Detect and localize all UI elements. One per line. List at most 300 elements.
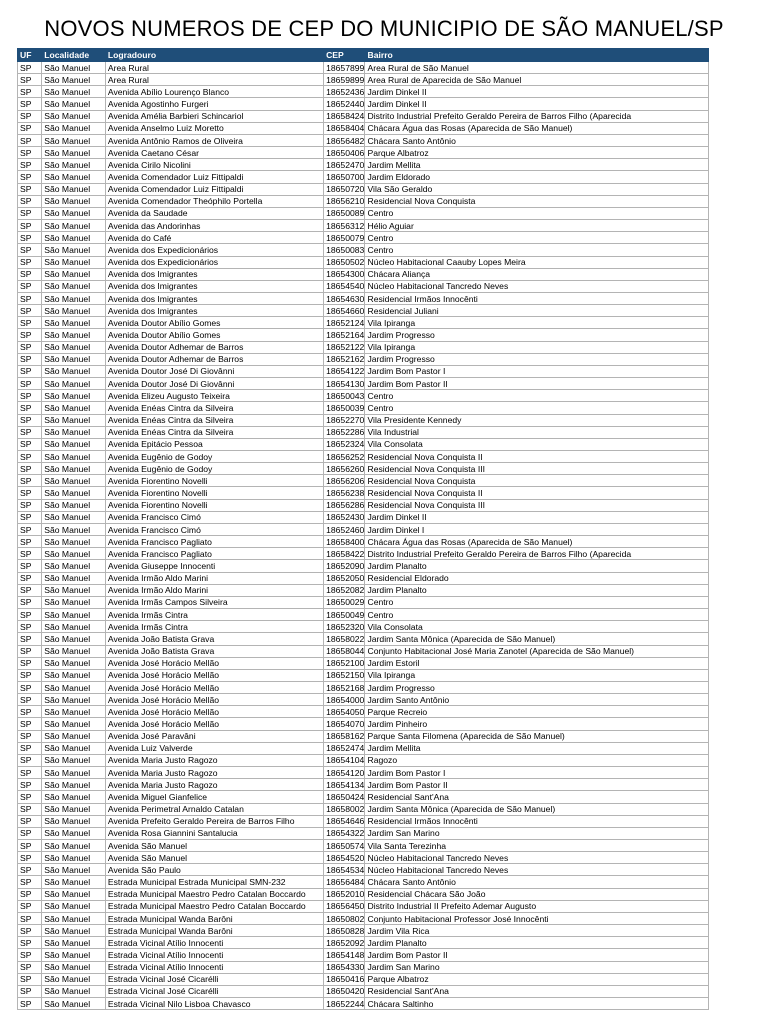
cell-logradouro: Avenida Antônio Ramos de Oliveira [105, 134, 323, 146]
cell-cep: 18656286 [324, 499, 365, 511]
column-header-uf: UF [18, 49, 42, 62]
cell-localidade: São Manuel [42, 791, 106, 803]
cell-localidade: São Manuel [42, 98, 106, 110]
cell-bairro: Residencial Irmãos Innocênti [365, 815, 709, 827]
cell-cep: 18658022 [324, 633, 365, 645]
cell-uf: SP [18, 536, 42, 548]
cell-cep: 18650406 [324, 147, 365, 159]
table-body [18, 62, 709, 1010]
cell-uf: SP [18, 292, 42, 304]
cell-cep: 18654520 [324, 852, 365, 864]
table-row [18, 852, 709, 864]
cell-uf: SP [18, 985, 42, 997]
cell-logradouro: Area Rural [105, 62, 323, 74]
cell-bairro: Distrito Industrial Prefeito Geraldo Pereira de Barros Filho (Aparecida [365, 548, 709, 560]
table-row [18, 499, 709, 511]
table-row [18, 378, 709, 390]
table-row [18, 171, 709, 183]
cell-localidade: São Manuel [42, 62, 106, 74]
cell-logradouro: Avenida dos Imigrantes [105, 292, 323, 304]
cell-cep: 18654300 [324, 268, 365, 280]
cell-logradouro: Avenida Perimetral Arnaldo Catalan [105, 803, 323, 815]
cell-bairro: Vila Ipiranga [365, 669, 709, 681]
cell-localidade: São Manuel [42, 536, 106, 548]
table-row [18, 463, 709, 475]
cell-bairro: Jardim Dinkel II [365, 511, 709, 523]
table-row [18, 669, 709, 681]
cell-uf: SP [18, 244, 42, 256]
cell-bairro: Chácara Santo Antônio [365, 876, 709, 888]
cell-bairro: Jardim Mellita [365, 742, 709, 754]
cell-localidade: São Manuel [42, 292, 106, 304]
cell-cep: 18656238 [324, 487, 365, 499]
cell-bairro: Residencial Nova Conquista [365, 195, 709, 207]
cell-localidade: São Manuel [42, 548, 106, 560]
cell-uf: SP [18, 280, 42, 292]
cell-uf: SP [18, 499, 42, 511]
table-row [18, 961, 709, 973]
table-row [18, 86, 709, 98]
cell-bairro: Vila Industrial [365, 426, 709, 438]
cell-logradouro: Avenida Eugênio de Godoy [105, 451, 323, 463]
table-row [18, 900, 709, 912]
cell-bairro: Chácara Santo Antônio [365, 134, 709, 146]
cell-localidade: São Manuel [42, 779, 106, 791]
cell-logradouro: Avenida Comendador Theóphilo Portella [105, 195, 323, 207]
cell-cep: 18654646 [324, 815, 365, 827]
table-row [18, 353, 709, 365]
cell-logradouro: Estrada Municipal Wanda Barôni [105, 925, 323, 937]
cell-uf: SP [18, 767, 42, 779]
table-row [18, 609, 709, 621]
cell-uf: SP [18, 681, 42, 693]
cell-uf: SP [18, 949, 42, 961]
cell-localidade: São Manuel [42, 803, 106, 815]
cell-uf: SP [18, 609, 42, 621]
cell-localidade: São Manuel [42, 925, 106, 937]
table-row [18, 742, 709, 754]
cell-uf: SP [18, 475, 42, 487]
cell-uf: SP [18, 815, 42, 827]
cell-bairro: Jardim Santa Mônica (Aparecida de São Manuel) [365, 803, 709, 815]
cell-bairro: Ragozo [365, 754, 709, 766]
cell-cep: 18656450 [324, 900, 365, 912]
cell-logradouro: Avenida Doutor Adhemar de Barros [105, 353, 323, 365]
cell-cep: 18654104 [324, 754, 365, 766]
table-row [18, 560, 709, 572]
cell-uf: SP [18, 876, 42, 888]
cell-logradouro: Avenida João Batista Grava [105, 645, 323, 657]
cell-localidade: São Manuel [42, 256, 106, 268]
cell-logradouro: Avenida Agostinho Furgeri [105, 98, 323, 110]
table-row [18, 803, 709, 815]
cell-bairro: Chácara Água das Rosas (Aparecida de São Manuel) [365, 122, 709, 134]
table-row [18, 718, 709, 730]
cell-uf: SP [18, 852, 42, 864]
cell-logradouro: Avenida dos Expedicionários [105, 256, 323, 268]
cell-bairro: Parque Albatroz [365, 973, 709, 985]
cell-bairro: Parque Albatroz [365, 147, 709, 159]
cell-localidade: São Manuel [42, 718, 106, 730]
cell-bairro: Jardim Bom Pastor I [365, 365, 709, 377]
table-row [18, 730, 709, 742]
cell-cep: 18652320 [324, 621, 365, 633]
cell-bairro: Jardim Vila Rica [365, 925, 709, 937]
cell-uf: SP [18, 621, 42, 633]
cep-table [17, 48, 709, 1010]
cell-localidade: São Manuel [42, 244, 106, 256]
table-row [18, 122, 709, 134]
cell-bairro: Conjunto Habitacional José Maria Zanotel (Aparecida de São Manuel) [365, 645, 709, 657]
cell-localidade: São Manuel [42, 754, 106, 766]
cell-cep: 18658044 [324, 645, 365, 657]
cell-cep: 18654148 [324, 949, 365, 961]
cell-logradouro: Avenida Doutor Adhemar de Barros [105, 341, 323, 353]
cell-localidade: São Manuel [42, 499, 106, 511]
table-row [18, 195, 709, 207]
cell-bairro: Jardim Progresso [365, 681, 709, 693]
table-row [18, 329, 709, 341]
table-row [18, 341, 709, 353]
cell-logradouro: Avenida Maria Justo Ragozo [105, 767, 323, 779]
cell-localidade: São Manuel [42, 171, 106, 183]
cell-cep: 18650083 [324, 244, 365, 256]
cell-bairro: Vila Ipiranga [365, 341, 709, 353]
cell-bairro: Jardim Dinkel II [365, 86, 709, 98]
cell-bairro: Residencial Sant'Ana [365, 791, 709, 803]
cell-logradouro: Avenida Doutor José Di Giovânni [105, 365, 323, 377]
cell-cep: 18650700 [324, 171, 365, 183]
cell-uf: SP [18, 730, 42, 742]
cell-uf: SP [18, 353, 42, 365]
table-row [18, 657, 709, 669]
cell-bairro: Jardim Bom Pastor II [365, 949, 709, 961]
table-row [18, 390, 709, 402]
cell-cep: 18658424 [324, 110, 365, 122]
cell-cep: 18652010 [324, 888, 365, 900]
cell-bairro: Vila Santa Terezinha [365, 840, 709, 852]
table-row [18, 779, 709, 791]
table-row [18, 621, 709, 633]
cell-cep: 18650828 [324, 925, 365, 937]
cell-uf: SP [18, 912, 42, 924]
table-row [18, 840, 709, 852]
cell-uf: SP [18, 645, 42, 657]
cell-logradouro: Estrada Municipal Maestro Pedro Catalan Boccardo [105, 900, 323, 912]
cell-bairro: Vila Consolata [365, 621, 709, 633]
table-row [18, 98, 709, 110]
cell-localidade: São Manuel [42, 609, 106, 621]
table-row [18, 292, 709, 304]
cell-bairro: Vila Consolata [365, 438, 709, 450]
cell-uf: SP [18, 134, 42, 146]
cell-bairro: Distrito Industrial Prefeito Geraldo Pereira de Barros Filho (Aparecida [365, 110, 709, 122]
cell-uf: SP [18, 171, 42, 183]
cell-cep: 18652092 [324, 937, 365, 949]
table-row [18, 827, 709, 839]
cell-bairro: Jardim Bom Pastor II [365, 779, 709, 791]
cell-cep: 18652050 [324, 572, 365, 584]
cell-bairro: Conjunto Habitacional Professor José Innocênti [365, 912, 709, 924]
table-row [18, 244, 709, 256]
cell-bairro: Jardim Eldorado [365, 171, 709, 183]
cell-bairro: Jardim Planalto [365, 584, 709, 596]
cell-cep: 18658422 [324, 548, 365, 560]
table-row [18, 536, 709, 548]
cell-localidade: São Manuel [42, 475, 106, 487]
cell-bairro: Residencial Juliani [365, 305, 709, 317]
cell-uf: SP [18, 742, 42, 754]
cell-logradouro: Estrada Municipal Estrada Municipal SMN-232 [105, 876, 323, 888]
cell-logradouro: Avenida Cirilo Nicolini [105, 159, 323, 171]
cell-logradouro: Avenida da Saudade [105, 207, 323, 219]
cell-bairro: Hélio Aguiar [365, 220, 709, 232]
cell-uf: SP [18, 414, 42, 426]
cell-uf: SP [18, 718, 42, 730]
cell-bairro: Jardim San Marino [365, 961, 709, 973]
cell-logradouro: Avenida Epitácio Pessoa [105, 438, 323, 450]
cell-uf: SP [18, 584, 42, 596]
cell-uf: SP [18, 633, 42, 645]
cell-cep: 18658400 [324, 536, 365, 548]
cell-uf: SP [18, 110, 42, 122]
cell-cep: 18658404 [324, 122, 365, 134]
cell-logradouro: Avenida Comendador Luiz Fittipaldi [105, 171, 323, 183]
cell-bairro: Jardim Bom Pastor I [365, 767, 709, 779]
cell-logradouro: Avenida José Horácio Mellão [105, 657, 323, 669]
cell-bairro: Centro [365, 596, 709, 608]
cell-localidade: São Manuel [42, 840, 106, 852]
cell-uf: SP [18, 888, 42, 900]
cell-bairro: Residencial Nova Conquista III [365, 463, 709, 475]
cell-logradouro: Avenida Francisco Cimó [105, 511, 323, 523]
cell-localidade: São Manuel [42, 110, 106, 122]
cell-cep: 18654130 [324, 378, 365, 390]
table-row [18, 74, 709, 86]
cell-bairro: Centro [365, 244, 709, 256]
cell-cep: 18654120 [324, 767, 365, 779]
cell-uf: SP [18, 803, 42, 815]
cell-cep: 18652122 [324, 341, 365, 353]
cell-uf: SP [18, 98, 42, 110]
table-row [18, 402, 709, 414]
table-row [18, 925, 709, 937]
cell-logradouro: Avenida Eugênio de Godoy [105, 463, 323, 475]
cell-bairro: Centro [365, 609, 709, 621]
table-row [18, 147, 709, 159]
cell-logradouro: Avenida Enéas Cintra da Silveira [105, 402, 323, 414]
cell-logradouro: Avenida Luiz Valverde [105, 742, 323, 754]
cell-cep: 18652090 [324, 560, 365, 572]
cell-logradouro: Avenida Comendador Luiz Fittipaldi [105, 183, 323, 195]
cell-uf: SP [18, 438, 42, 450]
cell-bairro: Centro [365, 390, 709, 402]
table-row [18, 985, 709, 997]
cell-localidade: São Manuel [42, 949, 106, 961]
cell-uf: SP [18, 122, 42, 134]
cell-localidade: São Manuel [42, 378, 106, 390]
cell-localidade: São Manuel [42, 511, 106, 523]
cell-cep: 18650043 [324, 390, 365, 402]
cell-cep: 18652150 [324, 669, 365, 681]
cell-bairro: Núcleo Habitacional Tancredo Neves [365, 864, 709, 876]
cell-logradouro: Avenida Rosa Giannini Santalucia [105, 827, 323, 839]
cell-logradouro: Avenida Doutor Abílio Gomes [105, 317, 323, 329]
cell-localidade: São Manuel [42, 973, 106, 985]
cell-bairro: Residencial Irmãos Innocênti [365, 292, 709, 304]
cell-bairro: Jardim Planalto [365, 560, 709, 572]
cell-localidade: São Manuel [42, 147, 106, 159]
cell-logradouro: Avenida José Horácio Mellão [105, 669, 323, 681]
cell-localidade: São Manuel [42, 159, 106, 171]
cell-bairro: Area Rural de São Manuel [365, 62, 709, 74]
cell-localidade: São Manuel [42, 329, 106, 341]
cell-cep: 18650502 [324, 256, 365, 268]
cell-cep: 18654000 [324, 694, 365, 706]
cell-bairro: Jardim Estoril [365, 657, 709, 669]
cell-logradouro: Avenida dos Expedicionários [105, 244, 323, 256]
cell-localidade: São Manuel [42, 426, 106, 438]
cell-bairro: Chácara Água das Rosas (Aparecida de São Manuel) [365, 536, 709, 548]
cell-cep: 18654050 [324, 706, 365, 718]
cell-logradouro: Avenida José Paravâni [105, 730, 323, 742]
cell-logradouro: Avenida dos Imigrantes [105, 268, 323, 280]
cell-localidade: São Manuel [42, 390, 106, 402]
cell-bairro: Parque Santa Filomena (Aparecida de São Manuel) [365, 730, 709, 742]
cell-logradouro: Avenida Francisco Pagliato [105, 536, 323, 548]
cell-logradouro: Avenida Anselmo Luiz Moretto [105, 122, 323, 134]
table-row [18, 949, 709, 961]
cell-cep: 18652460 [324, 523, 365, 535]
table-row [18, 876, 709, 888]
cell-logradouro: Avenida dos Imigrantes [105, 305, 323, 317]
cell-uf: SP [18, 487, 42, 499]
cell-cep: 18650089 [324, 207, 365, 219]
column-header-bairro: Bairro [365, 49, 709, 62]
cell-logradouro: Avenida José Horácio Mellão [105, 706, 323, 718]
cell-uf: SP [18, 961, 42, 973]
cell-uf: SP [18, 390, 42, 402]
cell-cep: 18654330 [324, 961, 365, 973]
cell-localidade: São Manuel [42, 730, 106, 742]
cell-bairro: Jardim Pinheiro [365, 718, 709, 730]
cell-cep: 18659899 [324, 74, 365, 86]
cell-logradouro: Avenida Enéas Cintra da Silveira [105, 414, 323, 426]
cell-bairro: Jardim Progresso [365, 329, 709, 341]
cell-uf: SP [18, 791, 42, 803]
cell-uf: SP [18, 572, 42, 584]
table-row [18, 694, 709, 706]
cell-uf: SP [18, 220, 42, 232]
cell-bairro: Residencial Eldorado [365, 572, 709, 584]
cell-cep: 18650416 [324, 973, 365, 985]
cell-cep: 18654134 [324, 779, 365, 791]
table-row [18, 523, 709, 535]
cell-logradouro: Estrada Vicinal Atílio Innocenti [105, 961, 323, 973]
cell-bairro: Jardim Progresso [365, 353, 709, 365]
cell-cep: 18650049 [324, 609, 365, 621]
cell-logradouro: Avenida José Horácio Mellão [105, 718, 323, 730]
table-row [18, 815, 709, 827]
cell-localidade: São Manuel [42, 669, 106, 681]
table-row [18, 426, 709, 438]
table-row [18, 365, 709, 377]
cell-logradouro: Avenida São Paulo [105, 864, 323, 876]
cell-uf: SP [18, 900, 42, 912]
cell-localidade: São Manuel [42, 961, 106, 973]
cell-cep: 18652244 [324, 998, 365, 1010]
cell-localidade: São Manuel [42, 985, 106, 997]
table-row [18, 584, 709, 596]
cell-logradouro: Avenida dos Imigrantes [105, 280, 323, 292]
cell-localidade: São Manuel [42, 220, 106, 232]
table-row [18, 487, 709, 499]
cell-cep: 18652164 [324, 329, 365, 341]
cell-localidade: São Manuel [42, 633, 106, 645]
cell-bairro: Chácara Aliança [365, 268, 709, 280]
cell-cep: 18658002 [324, 803, 365, 815]
table-row [18, 706, 709, 718]
cell-localidade: São Manuel [42, 353, 106, 365]
cell-bairro: Jardim Santa Mônica (Aparecida de São Manuel) [365, 633, 709, 645]
cell-logradouro: Avenida Miguel Gianfelice [105, 791, 323, 803]
cell-uf: SP [18, 463, 42, 475]
cell-localidade: São Manuel [42, 681, 106, 693]
cell-logradouro: Avenida das Andorinhas [105, 220, 323, 232]
cell-bairro: Núcleo Habitacional Tancredo Neves [365, 852, 709, 864]
cell-cep: 18650424 [324, 791, 365, 803]
cell-uf: SP [18, 451, 42, 463]
cell-localidade: São Manuel [42, 365, 106, 377]
cell-cep: 18650029 [324, 596, 365, 608]
table-row [18, 973, 709, 985]
table-row [18, 232, 709, 244]
table-row [18, 572, 709, 584]
cell-uf: SP [18, 864, 42, 876]
cell-localidade: São Manuel [42, 305, 106, 317]
cell-cep: 18656484 [324, 876, 365, 888]
cell-uf: SP [18, 365, 42, 377]
cell-cep: 18650079 [324, 232, 365, 244]
table-row [18, 110, 709, 122]
cell-logradouro: Avenida Enéas Cintra da Silveira [105, 426, 323, 438]
cell-uf: SP [18, 62, 42, 74]
cell-bairro: Jardim Mellita [365, 159, 709, 171]
cell-uf: SP [18, 669, 42, 681]
table-row [18, 207, 709, 219]
cell-logradouro: Avenida Fiorentino Novelli [105, 499, 323, 511]
cell-logradouro: Estrada Vicinal José Cicarélli [105, 985, 323, 997]
column-header-logradouro: Logradouro [105, 49, 323, 62]
cell-cep: 18657899 [324, 62, 365, 74]
cell-uf: SP [18, 973, 42, 985]
cell-logradouro: Avenida Doutor José Di Giovânni [105, 378, 323, 390]
cell-logradouro: Avenida Elizeu Augusto Teixeira [105, 390, 323, 402]
table-row [18, 791, 709, 803]
cell-localidade: São Manuel [42, 827, 106, 839]
cell-cep: 18652100 [324, 657, 365, 669]
cell-cep: 18652162 [324, 353, 365, 365]
table-header [18, 49, 709, 62]
cell-cep: 18654540 [324, 280, 365, 292]
page-title: NOVOS NUMEROS DE CEP DO MUNICIPIO DE SÃO MANUEL/SP [44, 16, 724, 41]
cell-logradouro: Avenida Irmão Aldo Marini [105, 572, 323, 584]
cell-uf: SP [18, 341, 42, 353]
table-row [18, 451, 709, 463]
cell-localidade: São Manuel [42, 706, 106, 718]
cell-bairro: Jardim Bom Pastor II [365, 378, 709, 390]
table-row [18, 596, 709, 608]
